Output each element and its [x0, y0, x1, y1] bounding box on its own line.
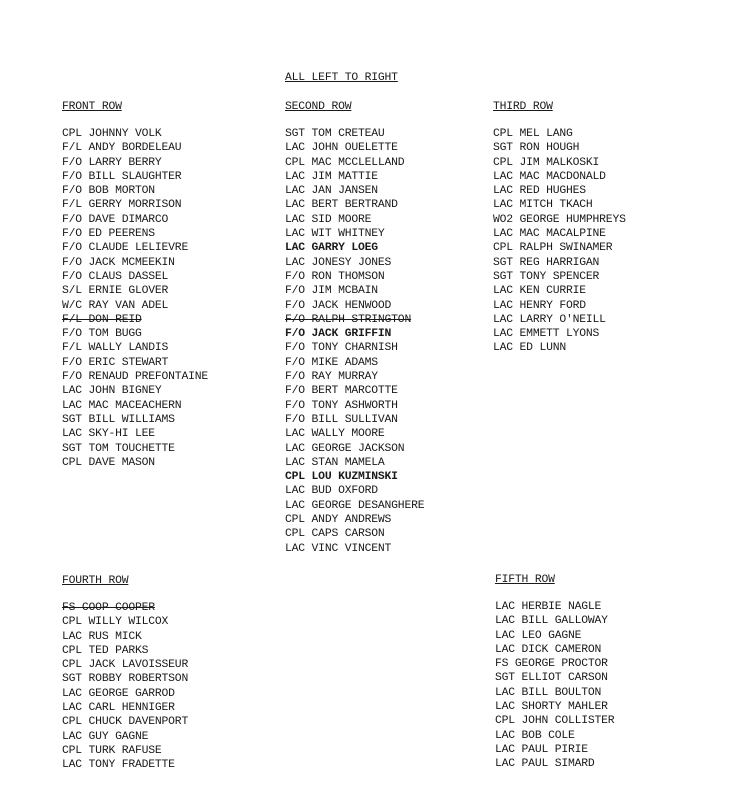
list-item: F/L GERRY MORRISON: [62, 199, 182, 212]
list-item: LAC GARRY LOEG: [285, 242, 378, 255]
list-item: CPL WILLY WILCOX: [62, 616, 169, 629]
list-item: F/O BERT MARCOTTE: [285, 385, 398, 398]
list-item: SGT REG HARRIGAN: [493, 256, 600, 269]
list-item: SGT TONY SPENCER: [493, 270, 600, 283]
list-item: LAC GEORGE JACKSON: [285, 442, 405, 455]
list-item: LAC LARRY O'NEILL: [493, 313, 606, 326]
list-item: LAC GEORGE GARROD: [62, 687, 175, 700]
list-item: CPL TURK RAFUSE: [62, 744, 162, 757]
fourth-row-list: [62, 601, 188, 773]
list-item: LAC BILL BOULTON: [495, 686, 602, 699]
list-item: CPL DAVE MASON: [62, 456, 155, 469]
list-item: F/O JACK HENWOOD: [285, 299, 392, 312]
list-item: LAC BOB COLE: [495, 729, 575, 742]
list-item: FS GEORGE PROCTOR: [495, 658, 608, 671]
list-item: SGT ROBBY ROBERTSON: [62, 673, 189, 686]
list-item: F/O RALPH STRINGTON: [285, 313, 412, 326]
list-item: F/O TONY ASHWORTH: [285, 399, 398, 412]
list-item: F/O JACK MCMEEKIN: [62, 256, 175, 269]
list-item: S/L ERNIE GLOVER: [62, 285, 169, 298]
list-item: F/L DON REID: [62, 313, 142, 326]
page-title: ALL LEFT TO RIGHT: [285, 72, 398, 84]
list-item: LAC JIM MATTIE: [285, 170, 378, 183]
list-item: LAC SKY-HI LEE: [62, 428, 155, 441]
list-item: LAC KEN CURRIE: [493, 285, 586, 298]
fifth-row-heading: FIFTH ROW: [495, 574, 555, 586]
list-item: WO2 GEORGE HUMPHREYS: [493, 213, 626, 226]
list-item: W/C RAY VAN ADEL: [62, 299, 169, 312]
list-item: LAC MAC MACALPINE: [493, 228, 606, 241]
list-item: F/O JACK GRIFFIN: [285, 328, 392, 341]
list-item: LAC JOHN BIGNEY: [62, 385, 162, 398]
list-item: LAC BILL GALLOWAY: [495, 615, 608, 628]
list-item: LAC GEORGE DESANGHERE: [285, 499, 425, 512]
list-item: CPL JACK LAVOISSEUR: [62, 659, 189, 672]
list-item: F/O BOB MORTON: [62, 185, 155, 198]
fourth-row-heading: FOURTH ROW: [62, 575, 129, 587]
list-item: F/O BILL SULLIVAN: [285, 413, 398, 426]
list-item: LAC RUS MICK: [62, 630, 142, 643]
list-item: LAC HENRY FORD: [493, 299, 586, 312]
list-item: F/O CLAUDE LELIEVRE: [62, 242, 189, 255]
list-item: LAC PAUL SIMARD: [495, 758, 595, 771]
list-item: CPL ANDY ANDREWS: [285, 514, 392, 527]
list-item: LAC EMMETT LYONS: [493, 328, 600, 341]
list-item: LAC BERT BERTRAND: [285, 199, 398, 212]
third-row-list: [493, 127, 626, 356]
list-item: CPL JOHNNY VOLK: [62, 128, 162, 140]
second-row-list: [285, 127, 424, 556]
list-item: F/O RON THOMSON: [285, 270, 385, 283]
list-item: CPL RALPH SWINAMER: [493, 242, 613, 255]
list-item: LAC SID MOORE: [285, 213, 372, 226]
list-item: LAC ED LUNN: [493, 342, 566, 355]
list-item: SGT ELLIOT CARSON: [495, 672, 608, 685]
list-item: SGT TOM TOUCHETTE: [62, 442, 175, 455]
list-item: LAC BUD OXFORD: [285, 485, 378, 498]
list-item: CPL MEL LANG: [493, 128, 573, 140]
list-item: SGT TOM CRETEAU: [285, 128, 385, 140]
list-item: LAC CARL HENNIGER: [62, 702, 175, 715]
list-item: LAC SHORTY MAHLER: [495, 701, 608, 714]
list-item: LAC MAC MACDONALD: [493, 170, 606, 183]
list-item: F/O MIKE ADAMS: [285, 356, 378, 369]
list-item: LAC JAN JANSEN: [285, 185, 378, 198]
front-row-heading: FRONT ROW: [62, 101, 122, 113]
list-item: CPL LOU KUZMINSKI: [285, 471, 398, 484]
list-item: F/O RENAUD PREFONTAINE: [62, 371, 208, 384]
second-row-heading: SECOND ROW: [285, 101, 352, 113]
third-row-heading: THIRD ROW: [493, 101, 553, 113]
list-item: F/O CLAUS DASSEL: [62, 270, 169, 283]
list-item: LAC PAUL PIRIE: [495, 743, 588, 756]
list-item: F/O TONY CHARNISH: [285, 342, 398, 355]
list-item: F/L ANDY BORDELEAU: [62, 142, 182, 155]
list-item: LAC RED HUGHES: [493, 185, 586, 198]
list-item: LAC LEO GAGNE: [495, 629, 582, 642]
list-item: F/O TOM BUGG: [62, 328, 142, 341]
fifth-row-list: [495, 600, 614, 772]
list-item: LAC WALLY MOORE: [285, 428, 385, 441]
list-item: LAC JOHN OUELETTE: [285, 142, 398, 155]
list-item: FS COOP COOPER: [62, 602, 155, 614]
list-item: CPL JIM MALKOSKI: [493, 156, 600, 169]
list-item: CPL CHUCK DAVENPORT: [62, 716, 189, 729]
list-item: LAC JONESY JONES: [285, 256, 392, 269]
list-item: F/O ERIC STEWART: [62, 356, 169, 369]
list-item: CPL CAPS CARSON: [285, 528, 385, 541]
list-item: F/O JIM MCBAIN: [285, 285, 378, 298]
list-item: SGT RON HOUGH: [493, 142, 580, 155]
list-item: F/O RAY MURRAY: [285, 371, 378, 384]
list-item: F/O ED PEERENS: [62, 228, 155, 241]
list-item: CPL TED PARKS: [62, 644, 149, 657]
list-item: CPL JOHN COLLISTER: [495, 715, 615, 728]
list-item: F/O DAVE DIMARCO: [62, 213, 169, 226]
list-item: LAC STAN MAMELA: [285, 456, 385, 469]
list-item: CPL MAC MCCLELLAND: [285, 156, 405, 169]
list-item: F/O BILL SLAUGHTER: [62, 170, 182, 183]
list-item: LAC VINC VINCENT: [285, 542, 392, 555]
list-item: SGT BILL WILLIAMS: [62, 413, 175, 426]
list-item: F/O LARRY BERRY: [62, 156, 162, 169]
list-item: LAC GUY GAGNE: [62, 730, 149, 743]
list-item: LAC MITCH TKACH: [493, 199, 593, 212]
list-item: LAC WIT WHITNEY: [285, 228, 385, 241]
front-row-list: [62, 127, 208, 470]
list-item: LAC DICK CAMERON: [495, 643, 602, 656]
list-item: LAC TONY FRADETTE: [62, 759, 175, 772]
list-item: LAC MAC MACEACHERN: [62, 399, 182, 412]
list-item: F/L WALLY LANDIS: [62, 342, 169, 355]
list-item: LAC HERBIE NAGLE: [495, 601, 602, 613]
